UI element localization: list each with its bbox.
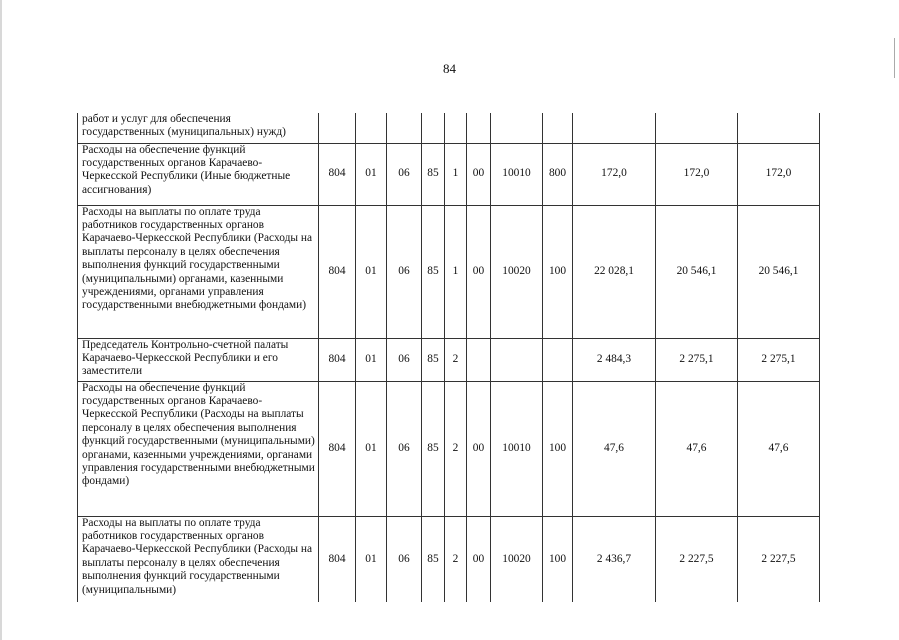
code-cell xyxy=(422,113,445,143)
code-cell xyxy=(356,113,387,143)
code-cell: 00 xyxy=(467,516,491,602)
code-cell: 2 xyxy=(445,381,467,516)
code-cell xyxy=(387,113,422,143)
code-cell: 00 xyxy=(467,143,491,205)
code-cell xyxy=(491,113,543,143)
code-cell: 01 xyxy=(356,338,387,381)
amount-cell: 2 227,5 xyxy=(656,516,738,602)
code-cell: 1 xyxy=(445,143,467,205)
code-cell: 06 xyxy=(387,143,422,205)
scan-edge-shadow xyxy=(0,0,2,640)
amount-cell xyxy=(656,113,738,143)
amount-cell: 22 028,1 xyxy=(573,205,656,338)
code-cell: 804 xyxy=(319,381,356,516)
code-cell: 85 xyxy=(422,143,445,205)
code-cell: 1 xyxy=(445,205,467,338)
code-cell: 804 xyxy=(319,338,356,381)
amount-cell: 20 546,1 xyxy=(738,205,820,338)
amount-cell: 2 275,1 xyxy=(656,338,738,381)
code-cell: 06 xyxy=(387,338,422,381)
code-cell: 100 xyxy=(543,205,573,338)
code-cell: 2 xyxy=(445,338,467,381)
code-cell: 804 xyxy=(319,143,356,205)
amount-cell: 2 275,1 xyxy=(738,338,820,381)
amount-cell: 47,6 xyxy=(573,381,656,516)
code-cell: 01 xyxy=(356,143,387,205)
code-cell xyxy=(467,113,491,143)
amount-cell: 172,0 xyxy=(573,143,656,205)
amount-cell xyxy=(573,113,656,143)
code-cell xyxy=(543,338,573,381)
code-cell xyxy=(445,113,467,143)
code-cell xyxy=(319,113,356,143)
amount-cell: 2 436,7 xyxy=(573,516,656,602)
code-cell: 00 xyxy=(467,205,491,338)
table-row xyxy=(78,338,820,381)
row-description: Расходы на выплаты по оплате труда работников государственных органов Карачаево-Черкесской Республики (Расходы на выплаты персоналу в целях обеспечения выполнения функций государственными (муниципальными) органами, казенными учреждениями, органами управления государственными внебюджетными фондами) xyxy=(78,205,319,338)
amount-cell: 47,6 xyxy=(656,381,738,516)
row-description: Председатель Контрольно-счетной палаты Карачаево-Черкесской Республики и его заместители xyxy=(78,338,319,381)
table-row xyxy=(78,143,820,205)
table-row xyxy=(78,516,820,602)
amount-cell: 172,0 xyxy=(656,143,738,205)
code-cell: 804 xyxy=(319,516,356,602)
code-cell: 01 xyxy=(356,381,387,516)
table-row xyxy=(78,113,820,143)
amount-cell: 20 546,1 xyxy=(656,205,738,338)
amount-cell: 172,0 xyxy=(738,143,820,205)
code-cell: 10020 xyxy=(491,516,543,602)
code-cell: 06 xyxy=(387,381,422,516)
row-description: Расходы на обеспечение функций государственных органов Карачаево-Черкесской Республики (Расходы на выплаты персоналу в целях обеспечения выполнения функций государственными (муниципальными) органами, казенными учреждениями, органами управления государственными внебюджетными фондами) xyxy=(78,381,319,516)
code-cell: 10020 xyxy=(491,205,543,338)
amount-cell: 47,6 xyxy=(738,381,820,516)
code-cell: 06 xyxy=(387,205,422,338)
amount-cell xyxy=(738,113,820,143)
table-row xyxy=(78,205,820,338)
code-cell xyxy=(543,113,573,143)
code-cell xyxy=(491,338,543,381)
code-cell: 01 xyxy=(356,205,387,338)
amount-cell: 2 484,3 xyxy=(573,338,656,381)
code-cell: 10010 xyxy=(491,381,543,516)
row-description: Расходы на выплаты по оплате труда работников государственных органов Карачаево-Черкесской Республики (Расходы на выплаты персоналу в целях обеспечения выполнения функций государственными (муниципальными) xyxy=(78,516,319,602)
code-cell: 85 xyxy=(422,516,445,602)
row-description: работ и услуг для обеспечения государственных (муниципальных) нужд) xyxy=(78,113,319,143)
table-row xyxy=(78,381,820,516)
code-cell: 2 xyxy=(445,516,467,602)
code-cell: 100 xyxy=(543,381,573,516)
code-cell: 01 xyxy=(356,516,387,602)
page-number: 84 xyxy=(443,61,456,76)
code-cell: 804 xyxy=(319,205,356,338)
row-description: Расходы на обеспечение функций государственных органов Карачаево-Черкесской Республики (Иные бюджетные ассигнования) xyxy=(78,143,319,205)
code-cell: 00 xyxy=(467,381,491,516)
code-cell: 800 xyxy=(543,143,573,205)
code-cell: 100 xyxy=(543,516,573,602)
code-cell: 06 xyxy=(387,516,422,602)
amount-cell: 2 227,5 xyxy=(738,516,820,602)
code-cell: 85 xyxy=(422,205,445,338)
code-cell: 85 xyxy=(422,381,445,516)
code-cell xyxy=(467,338,491,381)
code-cell: 10010 xyxy=(491,143,543,205)
code-cell: 85 xyxy=(422,338,445,381)
budget-table xyxy=(77,113,820,602)
